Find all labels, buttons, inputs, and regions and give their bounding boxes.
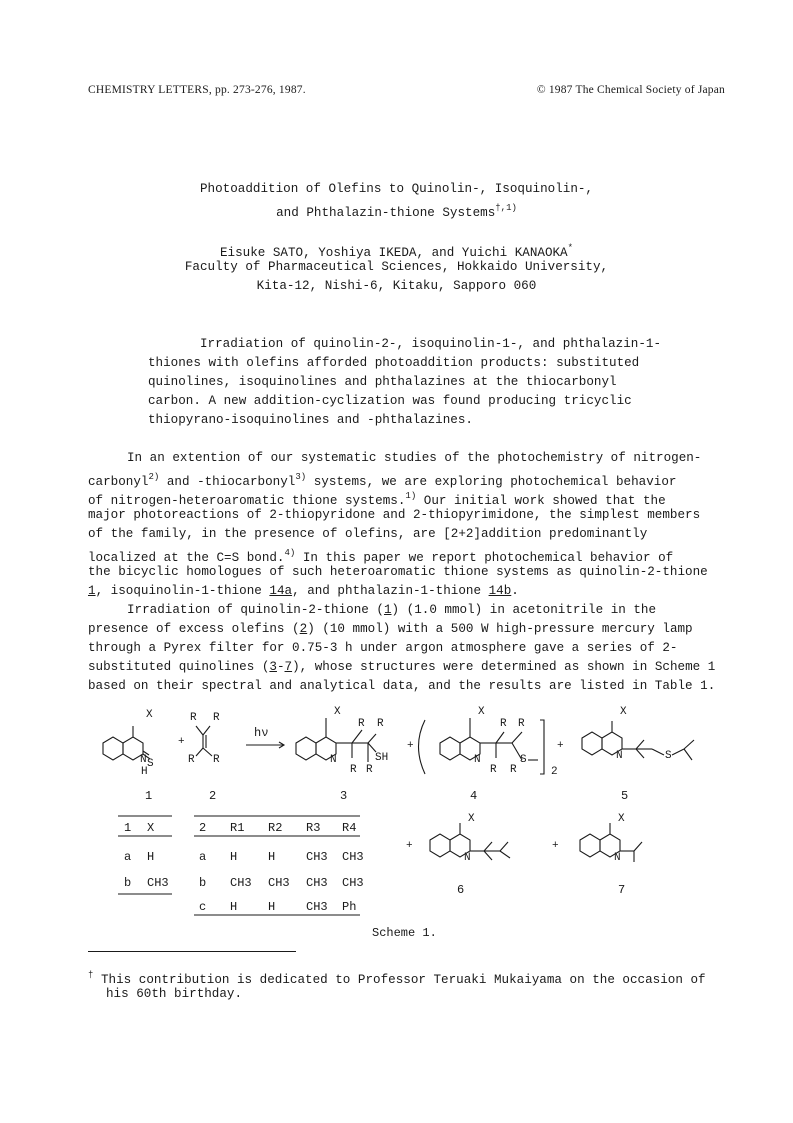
compound-2-structure	[196, 726, 212, 756]
compound-label-3: 3	[340, 789, 348, 803]
svg-text:R2: R2	[268, 821, 283, 835]
svg-text:N: N	[330, 754, 337, 766]
abstract-line-4: carbon. A new addition-cyclization was found producing tricyclic	[148, 394, 632, 408]
svg-text:+: +	[178, 736, 185, 748]
svg-text:R: R	[366, 764, 373, 776]
svg-text:+: +	[406, 840, 413, 852]
footnote-line-2: his 60th birthday.	[106, 987, 243, 1001]
svg-text:N: N	[140, 754, 147, 766]
svg-text:CH3: CH3	[268, 876, 290, 890]
journal-citation: CHEMISTRY LETTERS, pp. 273-276, 1987.	[88, 84, 306, 96]
svg-text:X: X	[147, 821, 155, 835]
svg-text:+: +	[407, 740, 414, 752]
svg-text:N: N	[474, 754, 481, 766]
svg-text:R: R	[377, 718, 384, 730]
svg-text:X: X	[618, 813, 625, 825]
svg-text:R: R	[510, 764, 517, 776]
svg-text:b: b	[124, 876, 132, 890]
abstract-line-2: thiones with olefins afforded photoaddition products: substituted	[148, 356, 640, 370]
compound-label-7: 7	[618, 883, 626, 897]
svg-text:H: H	[230, 850, 238, 864]
body-p1-line-7: the bicyclic homologues of such heteroaromatic thione systems as quinolin-2-thione	[88, 565, 708, 579]
svg-text:Ph: Ph	[342, 900, 357, 914]
author-names: Eisuke SATO, Yoshiya IKEDA, and Yuichi KANAOKA*	[219, 243, 574, 260]
svg-text:2: 2	[199, 821, 207, 835]
svg-text:X: X	[478, 706, 485, 718]
svg-text:2: 2	[551, 766, 558, 778]
svg-text:N: N	[614, 852, 621, 864]
body-p2-line-3: through a Pyrex filter for 0.75-3 h under argon atmosphere gave a series of 2-	[88, 641, 678, 655]
svg-text:+: +	[552, 840, 559, 852]
svg-text:X: X	[620, 706, 627, 718]
affiliation-line-1: Faculty of Pharmaceutical Sciences, Hokkaido University,	[184, 260, 609, 274]
svg-text:S: S	[520, 754, 527, 766]
copyright-notice: © 1987 The Chemical Society of Japan	[536, 84, 725, 96]
abstract-line-3: quinolines, isoquinolines and phthalazines at the thiocarbonyl	[148, 375, 617, 389]
body-p2-line-4: substituted quinolines (3-7), whose structures were determined as shown in Scheme 1	[88, 660, 716, 674]
svg-text:b: b	[199, 876, 207, 890]
svg-text:N: N	[464, 852, 471, 864]
body-p1-line-8: 1, isoquinolin-1-thione 14a, and phthalazin-1-thione 14b.	[88, 584, 519, 598]
svg-text:CH3: CH3	[306, 850, 328, 864]
compound-5-structure	[582, 721, 694, 760]
svg-text:R: R	[490, 764, 497, 776]
svg-text:R3: R3	[306, 821, 321, 835]
svg-text:X: X	[146, 709, 153, 721]
svg-text:X: X	[468, 813, 475, 825]
compound-label-1: 1	[145, 789, 153, 803]
svg-text:R: R	[213, 754, 220, 766]
compound-label-6: 6	[457, 883, 465, 897]
svg-text:N: N	[616, 750, 623, 762]
body-p2-line-2: presence of excess olefins (2) (10 mmol) with a 500 W high-pressure mercury lamp	[88, 622, 693, 636]
abstract-line-5: thiopyrano-isoquinolines and -phthalazines.	[148, 413, 473, 427]
svg-text:CH3: CH3	[306, 900, 328, 914]
title-line-2: and Phthalazin-thione Systems$^{\dagger,1)}$	[276, 203, 517, 220]
scheme-1-figure	[0, 700, 793, 950]
svg-text:R4: R4	[342, 821, 357, 835]
svg-text:a: a	[124, 850, 132, 864]
compound-label-4: 4	[470, 789, 478, 803]
svg-text:H: H	[230, 900, 238, 914]
body-p1-line-1: In an extention of our systematic studies of the photochemistry of nitrogen-	[127, 451, 702, 465]
abstract-line-1: Irradiation of quinolin-2-, isoquinolin-1-, and phthalazin-1-	[200, 337, 662, 351]
body-p1-line-4: major photoreactions of 2-thiopyridone and 2-thiopyrimidone, the simplest members	[88, 508, 701, 522]
svg-text:SH: SH	[375, 752, 389, 764]
svg-text:R: R	[358, 718, 365, 730]
irradiation-label: hν	[254, 726, 269, 740]
affiliation-line-2: Kita-12, Nishi-6, Kitaku, Sapporo 060	[256, 279, 537, 293]
svg-text:CH3: CH3	[147, 876, 169, 890]
svg-text:R: R	[518, 718, 525, 730]
svg-text:S: S	[665, 750, 672, 762]
body-p1-line-2: carbonyl$^{2)}$ and -thiocarbonyl$^{3)}$ systems, we are exploring photochemical behavior	[88, 472, 677, 489]
svg-text:CH3: CH3	[306, 876, 328, 890]
svg-text:a: a	[199, 850, 207, 864]
footnote-line-1: † This contribution is dedicated to Professor Teruaki Mukaiyama on the occasion of	[88, 970, 706, 987]
body-p2-line-5: based on their spectral and analytical data, and the results are listed in Table 1.	[88, 679, 716, 693]
body-p1-line-3: of nitrogen-heteroaromatic thione systems.$^{1)}$ Our initial work showed that the	[88, 491, 666, 508]
svg-text:R: R	[213, 712, 220, 724]
svg-text:H: H	[141, 766, 148, 778]
compound-label-2: 2	[209, 789, 217, 803]
compound-label-5: 5	[621, 789, 629, 803]
title-line-1: Photoaddition of Olefins to Quinolin-, Isoquinolin-,	[200, 182, 593, 196]
body-p1-line-6: localized at the C=S bond.$^{4)}$ In this paper we report photochemical behavior of	[88, 548, 674, 565]
body-p2-line-1: Irradiation of quinolin-2-thione (1) (1.0 mmol) in acetonitrile in the	[127, 603, 657, 617]
svg-text:R: R	[190, 712, 197, 724]
compound-7-structure	[580, 823, 642, 862]
svg-text:R: R	[350, 764, 357, 776]
table-compound-2	[199, 821, 364, 914]
svg-text:+: +	[557, 740, 564, 752]
body-p1-line-5: of the family, in the presence of olefins, are [2+2]addition predominantly	[88, 527, 648, 541]
svg-text:H: H	[268, 850, 276, 864]
svg-text:R1: R1	[230, 821, 245, 835]
svg-text:1: 1	[124, 821, 132, 835]
svg-text:CH3: CH3	[342, 876, 364, 890]
svg-text:CH3: CH3	[230, 876, 252, 890]
svg-text:CH3: CH3	[342, 850, 364, 864]
footnote-rule	[88, 951, 296, 952]
svg-text:R: R	[500, 718, 507, 730]
svg-text:H: H	[268, 900, 276, 914]
svg-text:H: H	[147, 850, 155, 864]
svg-text:X: X	[334, 706, 341, 718]
svg-text:c: c	[199, 900, 207, 914]
table-compound-1	[124, 821, 169, 890]
svg-text:S: S	[147, 758, 154, 770]
scheme-caption: Scheme 1.	[372, 926, 437, 940]
svg-text:R: R	[188, 754, 195, 766]
